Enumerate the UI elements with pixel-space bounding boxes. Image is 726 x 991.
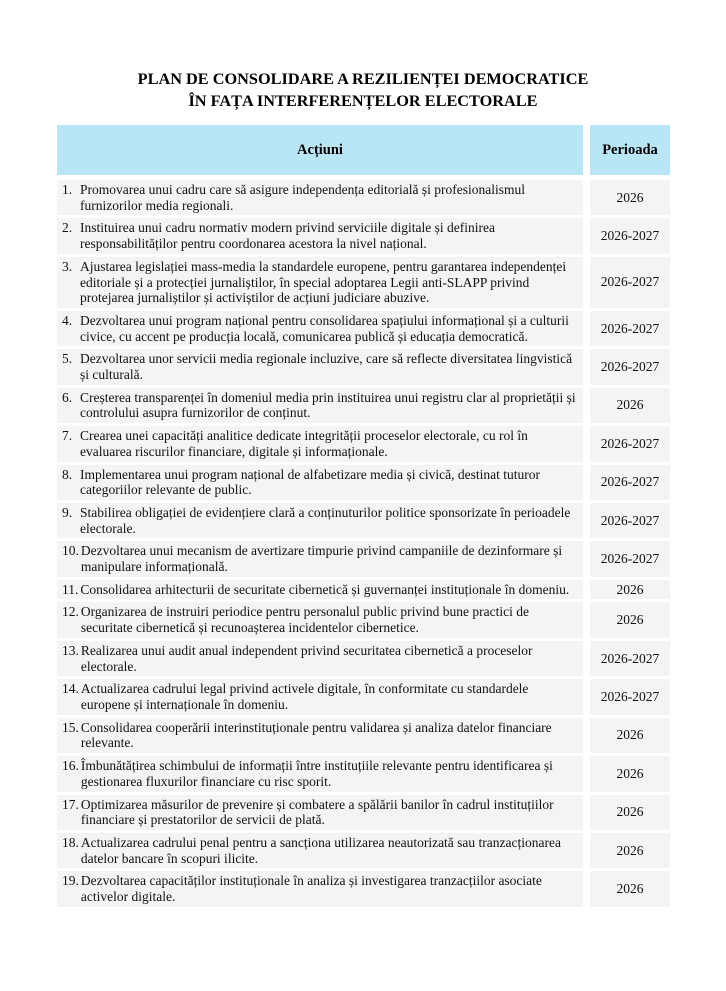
period-cell: 2026-2027 [590,426,670,461]
table-row [57,349,670,384]
action-cell [57,388,583,423]
table-row [57,503,670,538]
period-cell: 2026-2027 [590,465,670,500]
period-cell: 2026-2027 [590,218,670,253]
row-action-text: Consolidarea cooperării interinstituționale pentru validarea și analiza datelor financiare relevante. [80,719,552,751]
row-action-text: Dezvoltarea unor servicii media regionale incluzive, care să reflecte diversitatea lingvistică și culturală. [80,351,573,383]
period-cell: 2026 [590,602,670,637]
column-divider [583,795,590,830]
table-row [57,465,670,500]
row-action-text: Stabilirea obligației de evidențiere clară a conținuturilor politice sponsorizate în perioadele electorale. [80,504,571,536]
action-cell [57,311,583,346]
row-action-text: Promovarea unui cadru care să asigure independența editorială și profesionalismul furnizorilor media regionali. [80,182,525,213]
row-action-text: Organizarea de instruiri periodice pentru personalul public privind bune practici de securitate cibernetică și recunoașterea incidentelor cibernetice. [80,604,529,636]
table-row [57,795,670,830]
action-cell [57,180,583,215]
row-action-text: Actualizarea cadrului legal privind activele digitale, în conformitate cu standardele europene și internaționale în domeniu. [80,681,529,712]
row-action-text: Crearea unei capacități analitice dedicate integrității proceselor electorale, cu rol în evaluarea riscurilor financiare, digitale și informaționale. [80,428,528,459]
column-divider [583,311,590,346]
column-divider [583,349,590,384]
table-row [57,602,670,637]
period-cell: 2026 [590,388,670,423]
table-row [57,679,670,714]
column-header-actions: Acțiuni [57,125,583,175]
row-number: 14. [62,681,79,697]
row-action-text: Îmbunătățirea schimbului de informații între instituțiile relevante pentru identificarea și gestionarea fluxurilor financiare cu risc sporit. [80,758,553,789]
action-cell [57,641,583,676]
column-divider [583,180,590,215]
period-cell: 2026 [590,871,670,906]
row-number: 15. [62,719,79,735]
table-row [57,257,670,308]
table-row [57,426,670,461]
row-number: 12. [62,604,79,620]
action-cell [57,503,583,538]
table-row [57,871,670,906]
period-cell: 2026 [590,795,670,830]
column-divider [583,756,590,791]
table-row [57,541,670,576]
column-divider [583,218,590,253]
column-divider [583,541,590,576]
column-divider [583,679,590,714]
column-divider [583,641,590,676]
period-cell: 2026 [590,580,670,600]
column-divider [583,257,590,308]
action-cell [57,541,583,576]
row-number: 19. [62,873,79,889]
column-divider [583,833,590,868]
row-number: 17. [62,796,79,812]
period-cell: 2026-2027 [590,541,670,576]
row-action-text: Actualizarea cadrului penal pentru a sancționa utilizarea neautorizată sau tranzacționarea datelor bancare în scopuri ilicite. [80,834,561,866]
row-action-text: Consolidarea arhitecturii de securitate cibernetică și guvernanței instituționale în domeniu. [80,581,570,597]
period-cell: 2026-2027 [590,257,670,308]
action-cell [57,602,583,637]
row-number: 10. [62,543,79,559]
row-action-text: Ajustarea legislației mass-media la standardele europene, pentru garantarea independenței editoriale și a protecției jurnaliștilor, în special adoptarea Legii anti-SLAPP privind protejarea jurnaliștilor și activiștilor de acțiuni judiciare abuzive. [80,258,567,306]
action-cell [57,679,583,714]
period-cell: 2026 [590,718,670,753]
period-cell: 2026-2027 [590,311,670,346]
action-cell [57,718,583,753]
row-number: 8. [62,466,73,482]
period-cell: 2026 [590,756,670,791]
document-title-line-2: ÎN FAȚA INTERFERENȚELOR ELECTORALE [188,90,538,110]
column-divider [583,602,590,637]
table-row [57,218,670,253]
document-title-line-1: PLAN DE CONSOLIDARE A REZILIENȚEI DEMOCRATICE [137,69,589,88]
column-divider [583,503,590,538]
period-cell: 2026-2027 [590,679,670,714]
table-header-row [57,125,670,175]
action-cell [57,465,583,500]
row-number: 1. [62,182,73,197]
document-title [0,68,726,111]
row-action-text: Dezvoltarea unui program național pentru consolidarea spațiului informațional și a culturii civice, cu accent pe producția locală, comunicarea publică și educația democratică. [80,312,569,344]
period-cell: 2026-2027 [590,503,670,538]
table-body [57,180,670,907]
row-number: 9. [62,504,73,520]
row-number: 5. [62,351,73,367]
period-cell: 2026 [590,833,670,868]
row-number: 18. [62,834,79,850]
table-row [57,756,670,791]
table-row [57,311,670,346]
action-cell [57,257,583,308]
row-action-text: Instituirea unui cadru normativ modern privind serviciile digitale și definirea responsabilităților pentru coordonarea acestora la nivel național. [80,220,495,252]
row-action-text: Creșterea transparenței în domeniul media prin instituirea unui registru clar al proprietății și controlului asupra furnizorilor de conținut. [80,389,576,421]
row-action-text: Optimizarea măsurilor de prevenire și combatere a spălării banilor în cadrul instituțiilor financiare și prestatorilor de servicii de plată. [80,796,554,828]
period-cell: 2026 [590,180,670,215]
table-row [57,180,670,215]
column-divider [583,388,590,423]
row-number: 2. [62,220,73,236]
row-number: 4. [62,312,73,328]
action-cell [57,833,583,868]
column-divider [583,465,590,500]
column-divider [583,426,590,461]
table-row [57,641,670,676]
row-number: 16. [62,758,79,774]
period-cell: 2026-2027 [590,641,670,676]
action-plan-table [57,125,670,910]
table-row [57,580,670,600]
period-cell: 2026-2027 [590,349,670,384]
action-cell [57,426,583,461]
row-action-text: Dezvoltarea capacităților instituționale în analiza și investigarea tranzacțiilor asociate activelor digitale. [80,873,542,905]
action-cell [57,756,583,791]
action-cell [57,795,583,830]
column-divider [583,871,590,906]
action-cell [57,218,583,253]
row-number: 13. [62,642,79,658]
column-divider [583,718,590,753]
table-row [57,388,670,423]
row-action-text: Realizarea unui audit anual independent privind securitatea cibernetică a proceselor electorale. [80,642,533,674]
column-divider [583,580,590,600]
row-number: 6. [62,389,73,405]
row-number: 3. [62,258,73,274]
column-divider [583,125,590,175]
row-number: 7. [62,428,73,444]
column-header-period: Perioada [590,125,670,175]
table-row [57,718,670,753]
table-row [57,833,670,868]
row-action-text: Dezvoltarea unui mecanism de avertizare timpurie privind campaniile de dezinformare și manipulare informațională. [80,543,563,575]
action-cell [57,349,583,384]
row-action-text: Implementarea unui program național de alfabetizare media și civică, destinat tuturor categoriilor relevante de public. [80,466,540,498]
action-cell [57,871,583,906]
row-number: 11. [62,581,79,597]
action-cell [57,580,583,600]
